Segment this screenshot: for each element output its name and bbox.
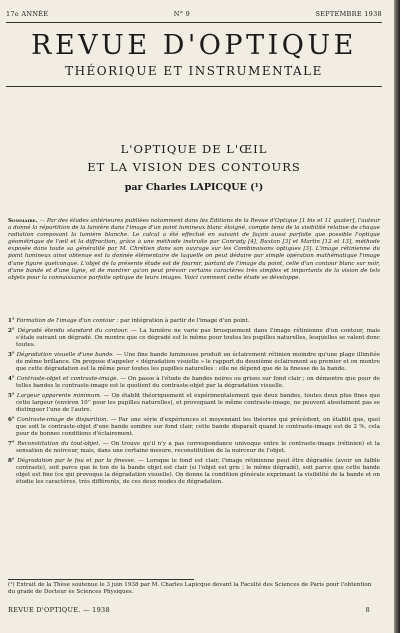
journal-title: REVUE D'OPTIQUE [31,30,357,61]
point-heading: Largeur apparente minimum. [16,393,102,399]
article-author: par Charles LAPICQUE (¹) [124,182,264,193]
point-heading: Formation de l'image d'un contour [16,318,115,324]
page-footer [8,606,370,614]
point-number: 8° [8,458,15,464]
point-number: 3° [8,352,15,358]
list-item [8,393,380,414]
point-number: 6° [8,417,15,423]
list-item [8,352,380,373]
point-number: 1° [8,318,15,324]
point-heading: Reconstitution du tout-objet. [17,441,101,447]
page-number: 8 [365,606,370,614]
summary-text: — Par des études antérieures publiées notamment dans les Éditions de la Revue d'Optique [1 bis et 11 quater], l'auteur a donné la répartition de la lumière dans l'image d'un point lumineux blanc éloigné, compte tenu de la visibilité relative de chaque radiation composant la lumière blanche. Le calcul a été effectué en suivant de façon aussi parfaite que possible l'optique géométrique de l'œil et la diffraction, grâce à une méthode instruite par Conrady [4], Buxton [3] et Martin [12 et 13], méthode exposée dans toute sa généralité par M. Chrétien dans son ouvrage sur les Combinaisons optiques [3]. L'image rétinienne du point lumineux ainsi obtenue est la donnée élémentaire de laquelle on peut déduire par simple opération mathématique l'image d'une figure quelconque. L'objet de la présente étude est de fournir, partant de l'image du point, celle d'un contour blanc sur noir, d'une bande et d'une ligne, et de montrer qu'on peut prévoir certains caractères très simples et importants de la vision de tels objets pour la connaissance parfaite optique de leurs images. Voici comment cette étude se développe. [8,218,380,281]
point-heading: Contraste-objet et contraste-image. [16,376,119,382]
list-item [8,376,380,390]
point-heading: Dégradation par le fou et par la finesse. [17,458,136,464]
point-number: 4° [8,376,15,382]
point-text: — La lumière ne varie pas brusquement dans l'image rétinienne d'un contour, mais s'étale suivant un dégradé. On montre que ce dégradé est le même pour toutes les pupilles naturelles, lesquelles se valent donc toutes. [16,328,381,348]
article-title-line1: L'OPTIQUE DE L'ŒIL [120,142,268,156]
point-heading: Contraste-image de disparition. [17,417,109,423]
point-text: — Lorsque le fond est clair, l'image rétinienne peut être dégradée (avoir un faible contraste), soit parce que le ton de la bande objet est clair (si l'objet est gris ; le même dégradé), soit parce que cette bande objet est fine (ce qui provoque la dégradation visuelle). On donne la condition générale exprimant la visibilité de la bande et on étudie les caractères, très différents, de ces deux modes de dégradation. [16,458,380,485]
point-number: 2° [8,328,15,334]
article-summary [8,218,380,282]
article-title-line2: ET LA VISION DES CONTOURS [87,160,301,174]
footer-journal: REVUE D'OPTIQUE. — 1938 [8,606,110,614]
list-item [8,318,380,325]
header-year: 17e ANNÉE [6,10,49,18]
point-text: — Une fine bande lumineuse produit un éclairement rétinien moindre qu'une plage illimitée de même brillance. On propose d'appeler « dégradation visuelle » le rapport du deuxième éclairement au premier et on montre que cette dégradation est la même pour toutes les pupilles naturelles : elle ne dépend que de la finesse de la bande. [16,352,380,372]
footnote: (¹) Extrait de la Thèse soutenue le 3 juin 1938 par M. Charles Lapicque devant la Faculté des Sciences de Paris pour l'obtention du grade de Docteur ès Sciences Physiques. [8,582,372,595]
point-number: 5° [8,393,15,399]
list-item [8,328,380,349]
list-item [8,458,380,486]
point-text: — On établit théoriquement et expérimentalement que deux bandes, toutes deux plus fines que cette largeur (environ 10'' pour les pupilles naturelles), et provoquant le même contraste-image, ne peuvent absolument pas se distinguer l'une de l'autre. [16,393,381,413]
page-edge-shadow [394,0,400,633]
summary-points [8,318,380,489]
point-heading: Dégradation visuelle d'une bande. [16,352,115,358]
point-text: : par intégration à partir de l'image d'un point. [114,318,250,324]
header-number: N° 9 [173,10,191,18]
point-number: 7° [8,441,15,447]
list-item [8,417,380,438]
masthead-rule [6,86,382,87]
point-text: — On passe à l'étude de bandes noires ou grises sur fond clair ; on démontre que pour de telles bandes le contraste-image est le quotient du contraste-objet par la dégradation visuelle. [16,376,380,389]
point-text: — On trouve qu'il n'y a pas correspondance univoque entre le contraste-image (rétinien) et la sensation de noirceur, mais, dans une certaine mesure, reconstitution de la noirceur de l'objet. [16,441,380,454]
point-text: — Par une série d'expériences et moyennant les théories qui précèdent, on établit que, quel que soit le contraste-objet d'une bande sombre sur fond clair, cette bande disparaît quand le contraste-image est de 2 %, cela pour de bonnes conditions d'éclairement. [16,417,381,437]
summary-lead: Sommaire. [8,218,38,224]
footnote-rule [8,579,194,580]
point-heading: Dégradé étendu standard du contour. [17,328,129,334]
header-rule [6,22,382,23]
journal-subtitle: THÉORIQUE ET INSTRUMENTALE [65,64,323,78]
page-header [6,10,382,18]
list-item [8,441,380,455]
header-date: SEPTEMBRE 1938 [315,10,382,18]
